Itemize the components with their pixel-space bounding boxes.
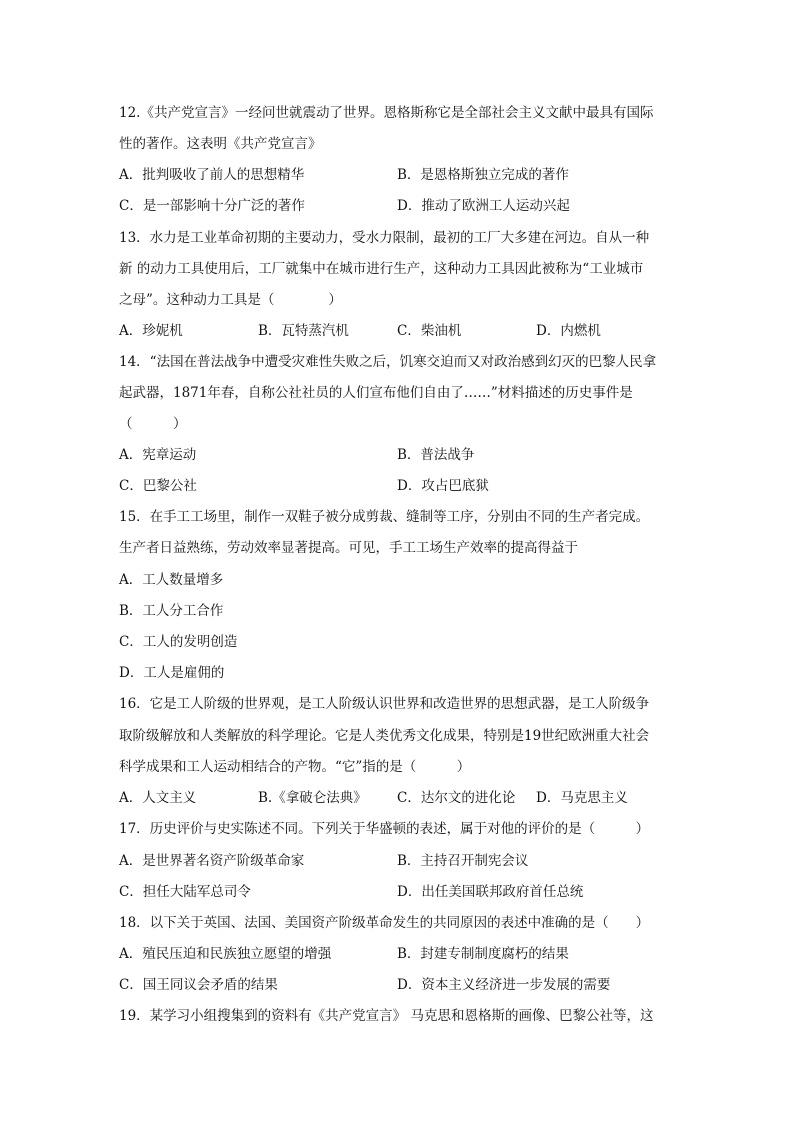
question-13-option-c[interactable]: C．柴油机	[397, 323, 462, 339]
question-12-option-c[interactable]: C．是一部影响十分广泛的著作	[119, 198, 305, 214]
question-14-option-a[interactable]: A．宪章运动	[119, 447, 197, 463]
question-13-option-a[interactable]: A．珍妮机	[119, 323, 183, 339]
question-14-stem-line-2: 起武器，1871年春，自称公社社员的人们宣布他们自由了……”材料描述的历史事件是	[119, 385, 633, 401]
question-13-option-b[interactable]: B．瓦特蒸汽机	[258, 323, 349, 339]
question-17-option-c[interactable]: C．担任大陆军总司令	[119, 884, 251, 900]
question-16-option-b[interactable]: B.《拿破仑法典》	[258, 790, 367, 806]
question-18-option-c[interactable]: C．国王同议会矛盾的结果	[119, 977, 278, 993]
question-19-stem-line-1: 19．某学习小组搜集到的资料有《共产党宣言》 马克思和恩格斯的画像、巴黎公社等，这	[119, 1008, 654, 1024]
question-15-option-a[interactable]: A．工人数量增多	[119, 572, 224, 588]
question-17-option-d[interactable]: D．出任美国联邦政府首任总统	[397, 884, 584, 900]
question-16-option-a[interactable]: A．人文主义	[119, 790, 197, 806]
question-16-stem-line-3: 科学成果和工人运动相结合的产物。“它”指的是（ ）	[119, 759, 471, 775]
question-12-option-a[interactable]: A．批判吸收了前人的思想精华	[119, 167, 305, 183]
question-12-stem-line-2: 性的著作。这表明《共产党宣言》	[119, 136, 322, 152]
question-14-stem-line-3: （ ）	[119, 416, 187, 432]
question-14-option-c[interactable]: C．巴黎公社	[119, 478, 197, 494]
question-15-option-c[interactable]: C．工人的发明创造	[119, 634, 238, 650]
question-18-stem-line-1: 18．以下关于英国、法国、美国资产阶级革命发生的共同原因的表述中准确的是（ ）	[119, 915, 650, 931]
question-12-stem-line-1: 12.《共产党宣言》一经问世就震动了世界。恩格斯称它是全部社会主义文献中最具有国际	[119, 105, 654, 121]
question-16-option-d[interactable]: D．马克思主义	[536, 790, 628, 806]
question-17-option-a[interactable]: A．是世界著名资产阶级革命家	[119, 853, 305, 869]
question-15-stem-line-1: 15．在手工工场里，制作一双鞋子被分成剪裁、缝制等工序，分别由不同的生产者完成。	[119, 509, 650, 525]
question-18-option-a[interactable]: A．殖民压迫和民族独立愿望的增强	[119, 946, 332, 962]
question-12-option-d[interactable]: D．推动了欧洲工人运动兴起	[397, 198, 570, 214]
question-14-option-d[interactable]: D．攻占巴底狱	[397, 478, 489, 494]
question-17-stem-line-1: 17．历史评价与史实陈述不同。下列关于华盛顿的表述，属于对他的评价的是（ ）	[119, 821, 650, 837]
question-14-stem-line-1: 14．“法国在普法战争中遭受灾难性失败之后，饥寒交迫而又对政治感到幻灭的巴黎人民拿	[119, 354, 657, 370]
question-15-option-d[interactable]: D．工人是雇佣的	[119, 665, 225, 681]
question-13-stem-line-2: 新 的动力工具使用后，工厂就集中在城市进行生产，这种动力工具因此被称为“工业城市	[119, 261, 644, 277]
question-15-stem-line-2: 生产者日益熟练，劳动效率显著提高。可见，手工工场生产效率的提高得益于	[119, 540, 578, 556]
question-18-option-d[interactable]: D．资本主义经济进一步发展的需要	[397, 977, 611, 993]
question-14-option-b[interactable]: B．普法战争	[397, 447, 475, 463]
question-16-stem-line-2: 取阶级解放和人类解放的科学理论。它是人类优秀文化成果，特别是19世纪欧洲重大社会	[119, 728, 650, 744]
question-13-stem-line-3: 之母”。这种动力工具是（ ）	[119, 292, 342, 308]
question-13-stem-line-1: 13．水力是工业革命初期的主要动力，受水力限制，最初的工厂大多建在河边。自从一种	[119, 230, 650, 246]
question-16-stem-line-1: 16．它是工人阶级的世界观，是工人阶级认识世界和改造世界的思想武器，是工人阶级争	[119, 696, 650, 712]
question-17-option-b[interactable]: B．主持召开制宪会议	[397, 853, 529, 869]
question-16-option-c[interactable]: C．达尔文的进化论	[397, 790, 516, 806]
question-13-option-d[interactable]: D．内燃机	[536, 323, 601, 339]
question-18-option-b[interactable]: B．封建专制制度腐朽的结果	[397, 946, 569, 962]
question-12-option-b[interactable]: B．是恩格斯独立完成的著作	[397, 167, 569, 183]
question-15-option-b[interactable]: B．工人分工合作	[119, 603, 224, 619]
